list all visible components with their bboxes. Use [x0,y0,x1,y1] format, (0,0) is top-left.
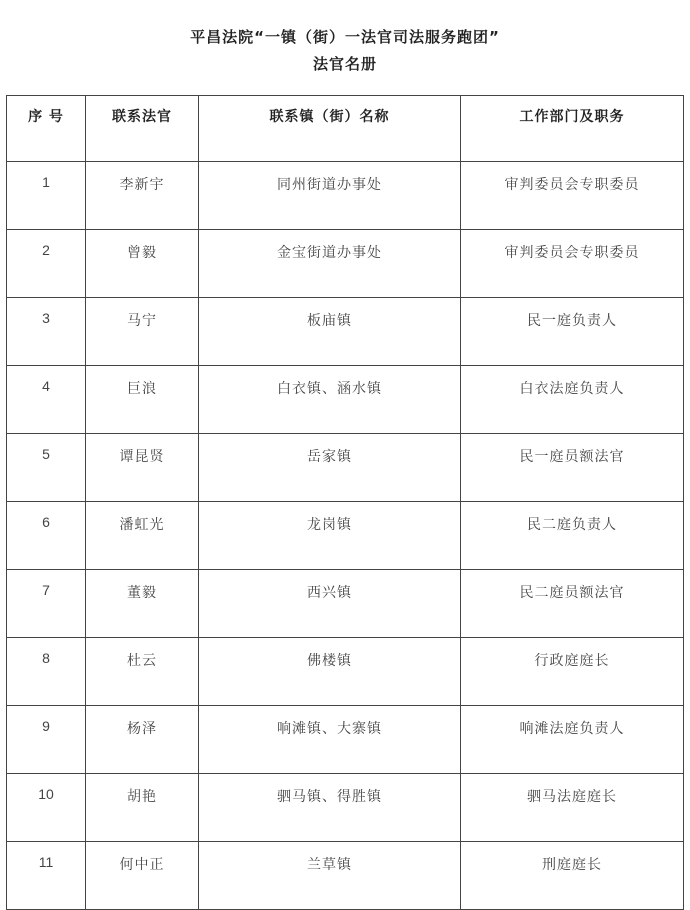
cell-judge: 谭昆贤 [86,434,199,502]
cell-judge: 何中正 [86,842,199,910]
cell-town: 佛楼镇 [199,638,461,706]
table-row [7,502,684,570]
table-row [7,230,684,298]
judge-roster-table [6,95,684,910]
cell-no: 11 [7,842,86,910]
cell-dept: 响滩法庭负责人 [461,706,684,774]
cell-town: 金宝街道办事处 [199,230,461,298]
cell-dept: 审判委员会专职委员 [461,230,684,298]
cell-judge: 李新宇 [86,162,199,230]
document-title: 平昌法院“一镇（街）一法官司法服务跑团” [190,28,500,46]
cell-town: 白衣镇、涵水镇 [199,366,461,434]
header-town: 联系镇（街）名称 [199,96,461,162]
header-no: 序 号 [7,96,86,162]
cell-dept: 驷马法庭庭长 [461,774,684,842]
table-row [7,162,684,230]
cell-town: 板庙镇 [199,298,461,366]
header-judge: 联系法官 [86,96,199,162]
header-dept: 工作部门及职务 [461,96,684,162]
cell-judge: 巨浪 [86,366,199,434]
cell-dept: 审判委员会专职委员 [461,162,684,230]
table-row [7,366,684,434]
table-row [7,774,684,842]
cell-dept: 行政庭庭长 [461,638,684,706]
cell-judge: 杨泽 [86,706,199,774]
cell-judge: 杜云 [86,638,199,706]
cell-judge: 马宁 [86,298,199,366]
cell-town: 龙岗镇 [199,502,461,570]
cell-town: 兰草镇 [199,842,461,910]
cell-town: 西兴镇 [199,570,461,638]
cell-no: 1 [7,162,86,230]
cell-no: 4 [7,366,86,434]
cell-town: 岳家镇 [199,434,461,502]
cell-no: 3 [7,298,86,366]
cell-dept: 刑庭庭长 [461,842,684,910]
table-row [7,298,684,366]
cell-dept: 民一庭负责人 [461,298,684,366]
cell-dept: 民二庭负责人 [461,502,684,570]
table-header-row [7,96,684,162]
cell-no: 8 [7,638,86,706]
cell-no: 7 [7,570,86,638]
cell-no: 5 [7,434,86,502]
cell-dept: 白衣法庭负责人 [461,366,684,434]
table-row [7,434,684,502]
table-row [7,842,684,910]
cell-town: 同州街道办事处 [199,162,461,230]
cell-no: 9 [7,706,86,774]
cell-town: 驷马镇、得胜镇 [199,774,461,842]
table-row [7,570,684,638]
cell-dept: 民一庭员额法官 [461,434,684,502]
cell-judge: 胡艳 [86,774,199,842]
cell-town: 响滩镇、大寨镇 [199,706,461,774]
cell-no: 2 [7,230,86,298]
table-row [7,706,684,774]
cell-judge: 曾毅 [86,230,199,298]
document-subtitle: 法官名册 [312,55,377,73]
cell-dept: 民二庭员额法官 [461,570,684,638]
cell-judge: 董毅 [86,570,199,638]
cell-no: 6 [7,502,86,570]
cell-no: 10 [7,774,86,842]
table-row [7,638,684,706]
cell-judge: 潘虹光 [86,502,199,570]
